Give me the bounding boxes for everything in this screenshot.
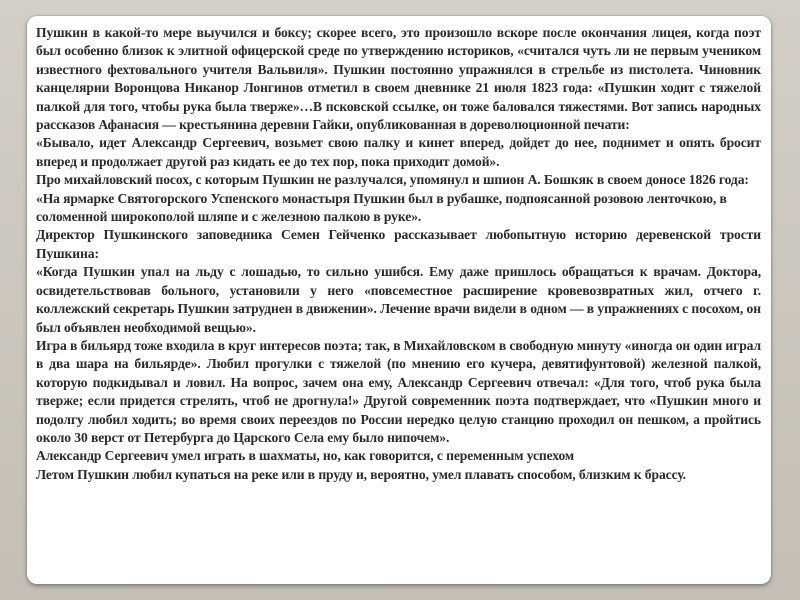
- paragraph-geichenko-intro: Директор Пушкинского заповедника Семен Гейченко рассказывает любопытную историю деревенской трости Пушкина:: [36, 227, 761, 261]
- paragraph-horse-fall-quote: «Когда Пушкин упал на льду с лошадью, то сильно ушибся. Ему даже пришлось обращаться к врачам. Доктора, освидетельствовав больного, установили у него «повсеместное расширение кровевозвратных жил, отчего г. коллежский секретарь Пушкин затруднен в движении». Лечение врачи видели в одном — в упражнениях с посохом, он был объявлен необходимой вещью».: [36, 264, 761, 335]
- paragraph-chess: Александр Сергеевич умел играть в шахматы, но, как говорится, с переменным успехом: [36, 448, 575, 464]
- paragraph-billiards-walking: Игра в бильярд тоже входила в круг интересов поэта; так, в Михайловском в свободную минуту «иногда он один играл в два шара на бильярде». Любил прогулки с тяжелой (по мнению его кучера, девятифунтовой) железной палкой, которую подкидывал и ловил. На вопрос, зачем она ему, Александр Сергеевич отвечал: «Для того, чтоб рука была тверже; если придется стрелять, чтоб не дрогнула!» Другой современник поэта подтверждает, что «Пушкин много и подолгу любил ходить; во время своих переездов по России нередко целую станцию проходил он пешком, а пройтись около 30 верст от Петербурга до Царского Села ему было нипочем».: [36, 337, 761, 445]
- paragraph-boxing-fencing: Пушкин в какой-то мере выучился и боксу; скорее всего, это произошло вскоре после окончания лицея, когда поэт был особенно близок к элитной офицерской среде по утверждению историков, «считался чуть ли не первым учеником известного фехтовального учителя Вальвиля». Пушкин постоянно упражнялся в стрельбе из пистолета. Чиновник канцелярии Воронцова Никанор Лонгинов отметил в своем дневнике 21 июля 1823 года: «Пушкин ходит с тяжелой палкой для того, чтобы рука была тверже»…В псковской ссылке, он тоже баловался тяжестями. Вот запись народных рассказов Афанасия — крестьянина деревни Гайки, опубликованная в дореволюционной печати:: [36, 25, 761, 133]
- paragraph-boshnyak-intro: Про михайловский посох, с которым Пушкин не разлучался, упомянул и шпион А. Бошкяк в своем доносе 1826 года:: [36, 172, 749, 188]
- paragraph-fair-quote: «На ярмарке Святогорского Успенского монастыря Пушкин был в рубашке, подпоясанной розовою ленточкою, в соломенной широкополой шляпе и с железною палкою в руке».: [36, 190, 727, 225]
- article-text: [36, 24, 761, 484]
- paragraph-afanasy-quote: «Бывало, идет Александр Сергеевич, возьмет свою палку и кинет вперед, дойдет до нее, поднимет и опять бросит вперед и продолжает другой раз кидать ее до тех пор, пока приходит домой».: [36, 135, 761, 169]
- slide-card: [27, 16, 771, 584]
- paragraph-swimming: Летом Пушкин любил купаться на реке или в пруду и, вероятно, умел плавать способом, близким к брассу.: [36, 466, 686, 482]
